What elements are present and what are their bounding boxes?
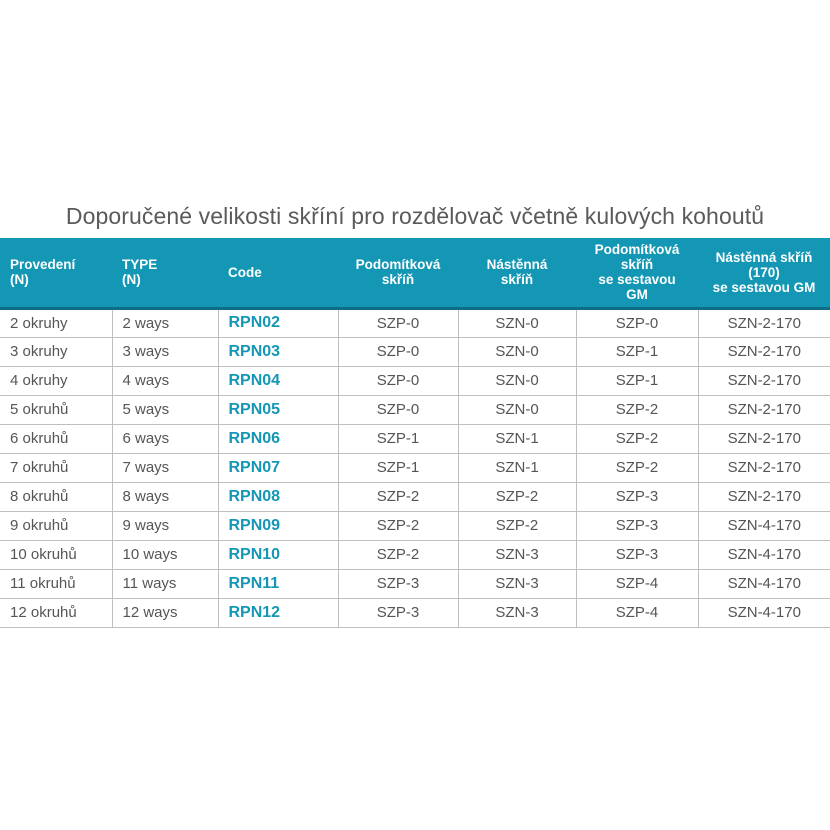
cell-podomitkova-skrin: SZP-2 [338, 482, 458, 511]
cell-podomitkova-gm: SZP-4 [576, 598, 698, 627]
header-nastenna-gm [698, 238, 830, 308]
header-line: TYPE [122, 257, 158, 273]
cell-podomitkova-skrin: SZP-1 [338, 453, 458, 482]
header-provedeni [0, 238, 112, 308]
cell-provedeni: 8 okruhů [0, 482, 112, 511]
cell-podomitkova-skrin: SZP-2 [338, 511, 458, 540]
header-line: Provedení [10, 257, 76, 273]
cell-nastenna-skrin: SZP-2 [458, 482, 576, 511]
table-row [0, 511, 830, 540]
cell-nastenna-gm: SZN-4-170 [698, 540, 830, 569]
cell-provedeni: 3 okruhy [0, 337, 112, 366]
cell-podomitkova-gm: SZP-2 [576, 395, 698, 424]
table-row [0, 569, 830, 598]
cell-type: 3 ways [112, 337, 218, 366]
cell-type: 8 ways [112, 482, 218, 511]
cell-code: RPN10 [218, 540, 338, 569]
cell-code: RPN04 [218, 366, 338, 395]
cell-podomitkova-skrin: SZP-0 [338, 337, 458, 366]
table-row [0, 366, 830, 395]
header-row [0, 238, 830, 308]
header-type [112, 238, 218, 308]
cell-code: RPN08 [218, 482, 338, 511]
header-line: skříň [381, 272, 415, 288]
cell-podomitkova-skrin: SZP-2 [338, 540, 458, 569]
header-line: (N) [122, 272, 141, 288]
header-nastenna-skrin [458, 238, 576, 308]
cell-podomitkova-gm: SZP-3 [576, 482, 698, 511]
header-podomitkova-skrin [338, 238, 458, 308]
cell-podomitkova-skrin: SZP-0 [338, 395, 458, 424]
cell-nastenna-gm: SZN-2-170 [698, 453, 830, 482]
table-row [0, 453, 830, 482]
cell-provedeni: 6 okruhů [0, 424, 112, 453]
cell-type: 5 ways [112, 395, 218, 424]
cell-type: 10 ways [112, 540, 218, 569]
cell-code: RPN06 [218, 424, 338, 453]
cell-nastenna-gm: SZN-2-170 [698, 366, 830, 395]
cell-nastenna-skrin: SZN-0 [458, 308, 576, 337]
cell-nastenna-skrin: SZN-3 [458, 569, 576, 598]
table-row [0, 395, 830, 424]
cell-code: RPN12 [218, 598, 338, 627]
cell-podomitkova-gm: SZP-1 [576, 337, 698, 366]
cell-podomitkova-skrin: SZP-0 [338, 308, 458, 337]
cell-code: RPN03 [218, 337, 338, 366]
cell-nastenna-gm: SZN-2-170 [698, 395, 830, 424]
cell-type: 2 ways [112, 308, 218, 337]
header-line: skříň [620, 257, 654, 273]
cell-nastenna-skrin: SZN-0 [458, 366, 576, 395]
cell-podomitkova-skrin: SZP-1 [338, 424, 458, 453]
header-line: skříň [500, 272, 534, 288]
header-line: GM [626, 287, 648, 303]
header-line: Podomítková [594, 242, 680, 258]
cell-type: 6 ways [112, 424, 218, 453]
cell-podomitkova-gm: SZP-2 [576, 424, 698, 453]
header-line: se sestavou GM [712, 279, 816, 295]
header-line: (170) [748, 264, 780, 280]
cell-provedeni: 4 okruhy [0, 366, 112, 395]
cell-provedeni: 12 okruhů [0, 598, 112, 627]
header-code [218, 238, 338, 308]
cell-code: RPN07 [218, 453, 338, 482]
cell-nastenna-skrin: SZN-1 [458, 453, 576, 482]
cell-provedeni: 7 okruhů [0, 453, 112, 482]
header-line: Code [228, 264, 262, 280]
cell-podomitkova-gm: SZP-4 [576, 569, 698, 598]
cell-podomitkova-skrin: SZP-3 [338, 569, 458, 598]
cell-provedeni: 5 okruhů [0, 395, 112, 424]
cell-podomitkova-gm: SZP-3 [576, 540, 698, 569]
cell-nastenna-skrin: SZN-0 [458, 337, 576, 366]
cell-nastenna-gm: SZN-4-170 [698, 569, 830, 598]
cell-nastenna-skrin: SZP-2 [458, 511, 576, 540]
cell-nastenna-gm: SZN-4-170 [698, 598, 830, 627]
page-title: Doporučené velikosti skříní pro rozdělovač včetně kulových kohoutů [65, 203, 765, 229]
table-row [0, 482, 830, 511]
cell-type: 4 ways [112, 366, 218, 395]
cell-nastenna-skrin: SZN-3 [458, 540, 576, 569]
table-header [0, 238, 830, 308]
cell-provedeni: 10 okruhů [0, 540, 112, 569]
cell-nastenna-gm: SZN-2-170 [698, 308, 830, 337]
table-body [0, 308, 830, 627]
cell-nastenna-gm: SZN-2-170 [698, 337, 830, 366]
header-line: Nástěnná [486, 257, 548, 273]
cell-code: RPN02 [218, 308, 338, 337]
header-line: se sestavou [598, 272, 676, 288]
cell-type: 12 ways [112, 598, 218, 627]
cell-provedeni: 2 okruhy [0, 308, 112, 337]
cell-nastenna-skrin: SZN-0 [458, 395, 576, 424]
cell-nastenna-skrin: SZN-3 [458, 598, 576, 627]
header-line: (N) [10, 272, 29, 288]
cell-nastenna-gm: SZN-2-170 [698, 482, 830, 511]
cell-provedeni: 11 okruhů [0, 569, 112, 598]
table-row [0, 308, 830, 337]
header-line: Podomítková [355, 257, 441, 273]
table-row [0, 540, 830, 569]
cell-type: 9 ways [112, 511, 218, 540]
cell-nastenna-skrin: SZN-1 [458, 424, 576, 453]
table-row [0, 337, 830, 366]
header-podomitkova-gm [576, 238, 698, 308]
table-row [0, 424, 830, 453]
cell-podomitkova-gm: SZP-3 [576, 511, 698, 540]
cell-podomitkova-gm: SZP-1 [576, 366, 698, 395]
cell-nastenna-gm: SZN-4-170 [698, 511, 830, 540]
cell-provedeni: 9 okruhů [0, 511, 112, 540]
cell-podomitkova-gm: SZP-2 [576, 453, 698, 482]
cell-type: 11 ways [112, 569, 218, 598]
cell-nastenna-gm: SZN-2-170 [698, 424, 830, 453]
cell-code: RPN09 [218, 511, 338, 540]
cell-podomitkova-gm: SZP-0 [576, 308, 698, 337]
header-line: Nástěnná skříň [715, 249, 813, 265]
cell-type: 7 ways [112, 453, 218, 482]
cell-code: RPN11 [218, 569, 338, 598]
cell-code: RPN05 [218, 395, 338, 424]
cabinet-size-table [0, 238, 830, 628]
cell-podomitkova-skrin: SZP-3 [338, 598, 458, 627]
table-row [0, 598, 830, 627]
cell-podomitkova-skrin: SZP-0 [338, 366, 458, 395]
